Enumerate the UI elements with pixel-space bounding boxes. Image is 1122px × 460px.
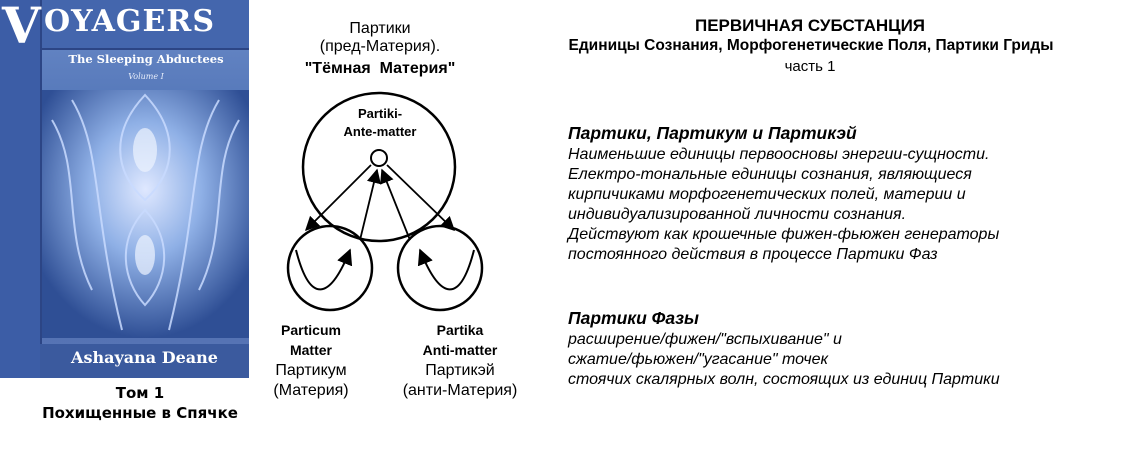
top-label-ru: Партики xyxy=(349,20,411,37)
cover-author: Ashayana Deane xyxy=(71,348,218,367)
section-particles-heading: Партики, Партикум и Партикэй xyxy=(568,123,857,143)
particum-curve-arrow xyxy=(296,250,350,289)
section-particles xyxy=(568,121,1113,265)
top-label-pre-matter: (пред-Материя). xyxy=(319,38,441,55)
book-caption-title: Похищенные в Спячке xyxy=(42,404,238,422)
book-cover xyxy=(0,0,249,378)
arrow-from-particum xyxy=(360,170,377,240)
partika-en-line1: Partika xyxy=(436,322,484,338)
inner-label-line1: Partiki- xyxy=(357,106,403,121)
section-phases-line: сжатие/фьюжен/"угасание" точек xyxy=(568,351,829,368)
particum-en-line1: Particum xyxy=(281,322,341,338)
section-particles-line: кирпичиками морфогенетических полей, материи и xyxy=(568,186,966,203)
section-particles-line: Действуют как крошечные фижен-фьюжен генераторы xyxy=(568,226,1000,243)
arrow-from-partika xyxy=(382,170,410,240)
section-phases-line: стоячих скалярных волн, состоящих из единиц Партики xyxy=(568,371,1000,388)
arrow-to-particum xyxy=(306,165,371,230)
section-phases-line: расширение/фижен/"вспыхивание" и xyxy=(568,331,842,348)
page-part: часть 1 xyxy=(784,58,836,75)
arrow-to-partika xyxy=(387,165,454,230)
cover-volume: Volume I xyxy=(128,72,164,81)
section-phases-heading: Партики Фазы xyxy=(568,308,699,328)
particum-ru-line2: (Материя) xyxy=(273,382,349,399)
partika-curve-arrow xyxy=(420,250,474,289)
section-particles-line: Наименьшие единицы первоосновы энергии-сущности. xyxy=(568,146,990,163)
cover-title-initial: V xyxy=(2,0,41,55)
page-title: ПЕРВИЧНАЯ СУБСТАНЦИЯ xyxy=(694,16,926,35)
top-label-dark-matter: "Тёмная Материя" xyxy=(304,60,456,77)
cover-subtitle: The Sleeping Abductees xyxy=(68,52,224,66)
partika-ru-line2: (анти-Материя) xyxy=(402,382,518,399)
book-caption-volume: Том 1 xyxy=(115,384,165,402)
section-phases xyxy=(568,306,1113,390)
cover-artwork xyxy=(42,90,249,338)
partika-en-line2: Anti-matter xyxy=(422,342,498,358)
partika-ru-line1: Партикэй xyxy=(425,362,495,379)
partiki-point xyxy=(371,150,387,166)
particum-en-line2: Matter xyxy=(289,342,332,358)
cover-title: OYAGERS xyxy=(44,4,215,39)
page-subtitle: Единицы Сознания, Морфогенетические Поля, Партики Гриды xyxy=(568,37,1054,54)
section-particles-line: Електро-тональные единицы сознания, являющиеся xyxy=(568,166,972,183)
particum-ru-line1: Партикум xyxy=(275,362,347,379)
inner-label-line2: Ante-matter xyxy=(343,124,417,139)
section-particles-line: постоянного действия в процессе Партики Фаз xyxy=(568,246,938,263)
section-particles-line: индивидуализированной личности сознания. xyxy=(568,206,907,223)
